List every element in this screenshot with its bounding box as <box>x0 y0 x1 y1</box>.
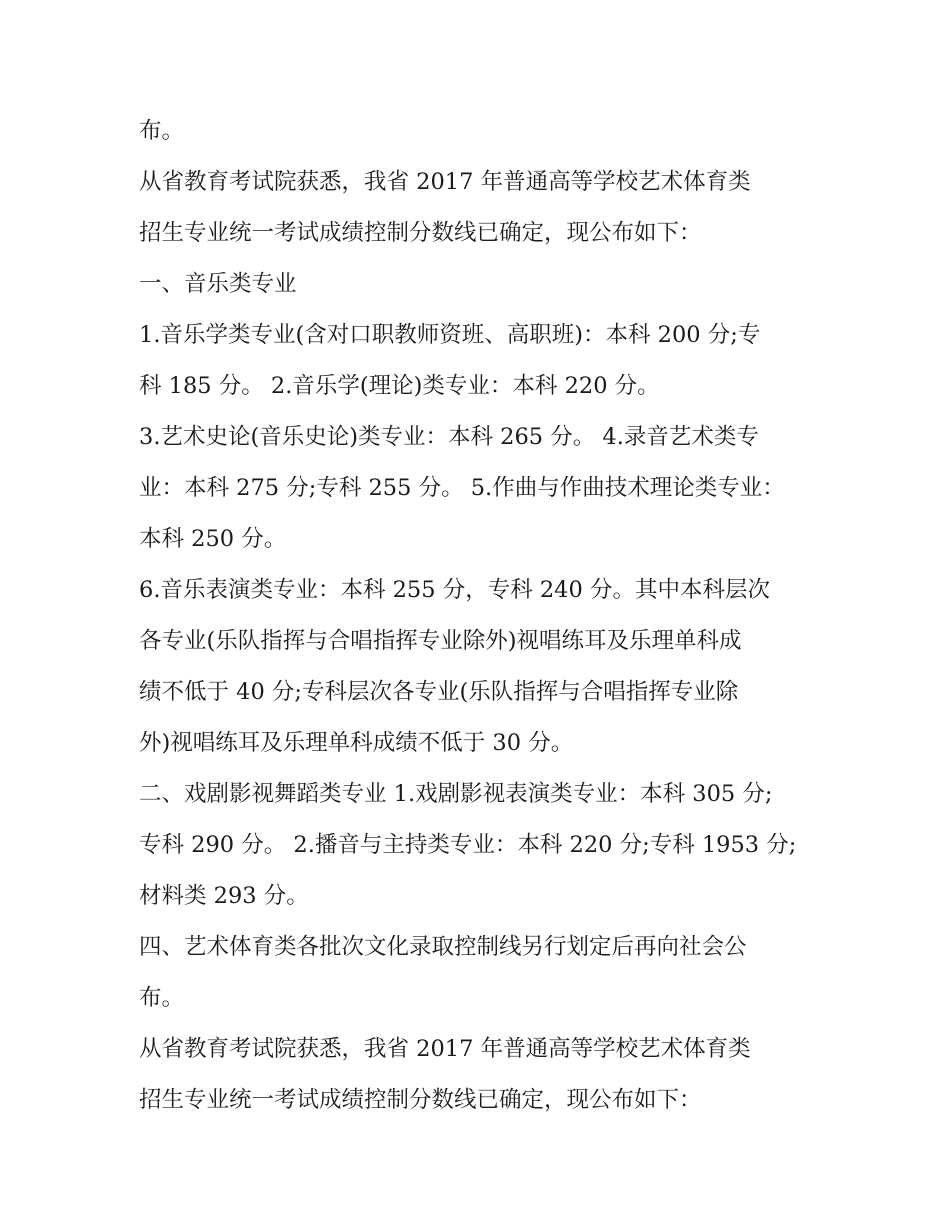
text-line: 绩不低于 40 分;专科层次各专业(乐队指挥与合唱指挥专业除 <box>139 679 739 705</box>
section-heading-drama: 二、戏剧影视舞蹈类专业 1.戏剧影视表演类专业：本科 305 分; <box>139 781 773 807</box>
section-heading-music: 一、音乐类专业 <box>139 271 297 297</box>
text-line: 从省教育考试院获悉，我省 2017 年普通高等学校艺术体育类 <box>139 169 751 195</box>
text-line: 6.音乐表演类专业：本科 255 分，专科 240 分。其中本科层次 <box>139 577 770 603</box>
text-line: 专科 290 分。 2.播音与主持类专业：本科 220 分;专科 1953 分; <box>139 832 797 858</box>
section-heading-culture: 四、艺术体育类各批次文化录取控制线另行划定后再向社会公 <box>139 934 747 960</box>
text-line: 材料类 293 分。 <box>139 883 309 909</box>
text-line: 各专业(乐队指挥与合唱指挥专业除外)视唱练耳及乐理单科成 <box>139 628 742 654</box>
text-line: 1.音乐学类专业(含对口职教师资班、高职班)：本科 200 分;专 <box>139 322 761 348</box>
text-line: 科 185 分。 2.音乐学(理论)类专业：本科 220 分。 <box>139 373 660 399</box>
text-line: 布。 <box>139 985 185 1011</box>
text-line: 业：本科 275 分;专科 255 分。 5.作曲与作曲技术理论类专业： <box>139 475 785 501</box>
text-line: 外)视唱练耳及乐理单科成绩不低于 30 分。 <box>139 730 574 756</box>
document-body <box>139 106 819 1126</box>
text-line: 3.艺术史论(音乐史论)类专业：本科 265 分。 4.录音艺术类专 <box>139 424 759 450</box>
text-line: 从省教育考试院获悉，我省 2017 年普通高等学校艺术体育类 <box>139 1036 751 1062</box>
text-line: 招生专业统一考试成绩控制分数线已确定，现公布如下： <box>139 220 702 246</box>
text-line: 招生专业统一考试成绩控制分数线已确定，现公布如下： <box>139 1087 702 1113</box>
text-line: 布。 <box>139 118 185 144</box>
text-line: 本科 250 分。 <box>139 526 287 552</box>
